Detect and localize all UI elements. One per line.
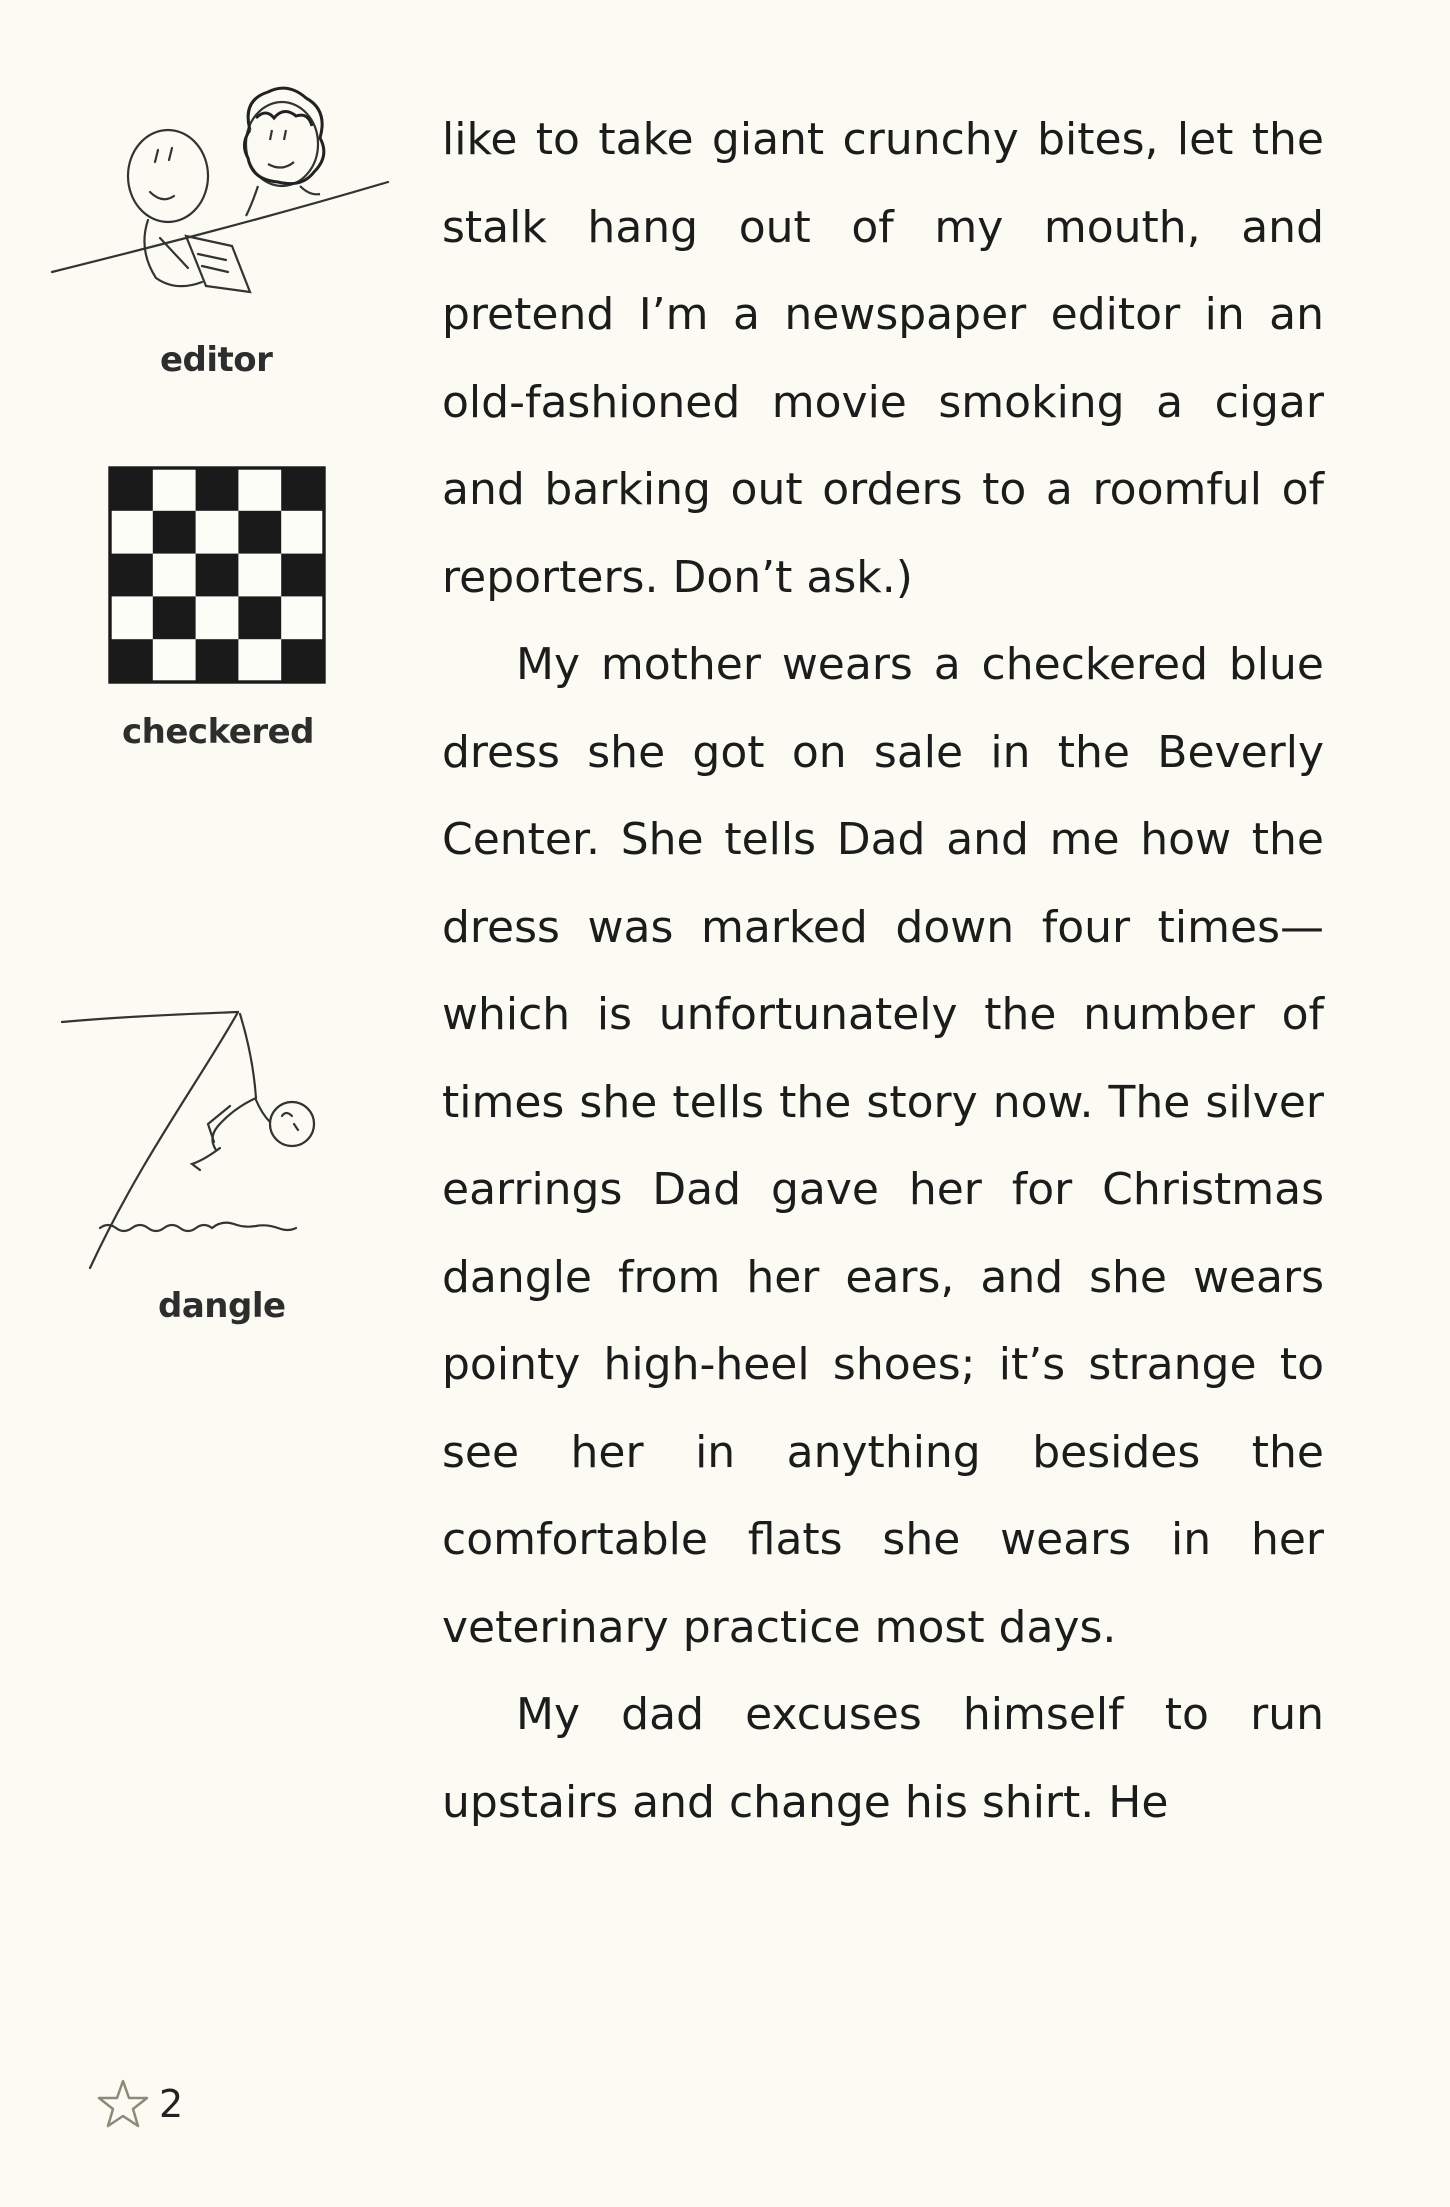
body-text [442, 96, 1324, 1846]
star-icon [95, 2078, 151, 2130]
checkered-pattern-icon [110, 468, 324, 682]
glossary-word: checkered [122, 712, 314, 752]
paragraph: My mother wears a checkered blue dress she got on sale in the Beverly Center. She tells Dad and me how the dress was marked down four times—which is unfortunately the number of times she tells the story now. The silver earrings Dad gave her for Christmas dangle from her ears, and she wears pointy high-heel shoes; it’s strange to see her in anything besides the comfortable flats she wears in her veterinary practice most days. [442, 639, 1324, 1653]
paragraph: like to take giant crunchy bites, let the stalk hang out of my mouth, and pretend I’m a newspaper editor in an old-fashioned movie smoking a cigar and barking out orders to a roomful of reporters. Don’t ask.) [442, 114, 1324, 603]
paragraph: My dad excuses himself to run upstairs and change his shirt. He [442, 1689, 1324, 1828]
page-number: 2 [159, 2082, 184, 2126]
glossary-word: editor [160, 340, 273, 380]
glossary-word: dangle [158, 1286, 286, 1326]
page-footer [95, 2078, 183, 2130]
